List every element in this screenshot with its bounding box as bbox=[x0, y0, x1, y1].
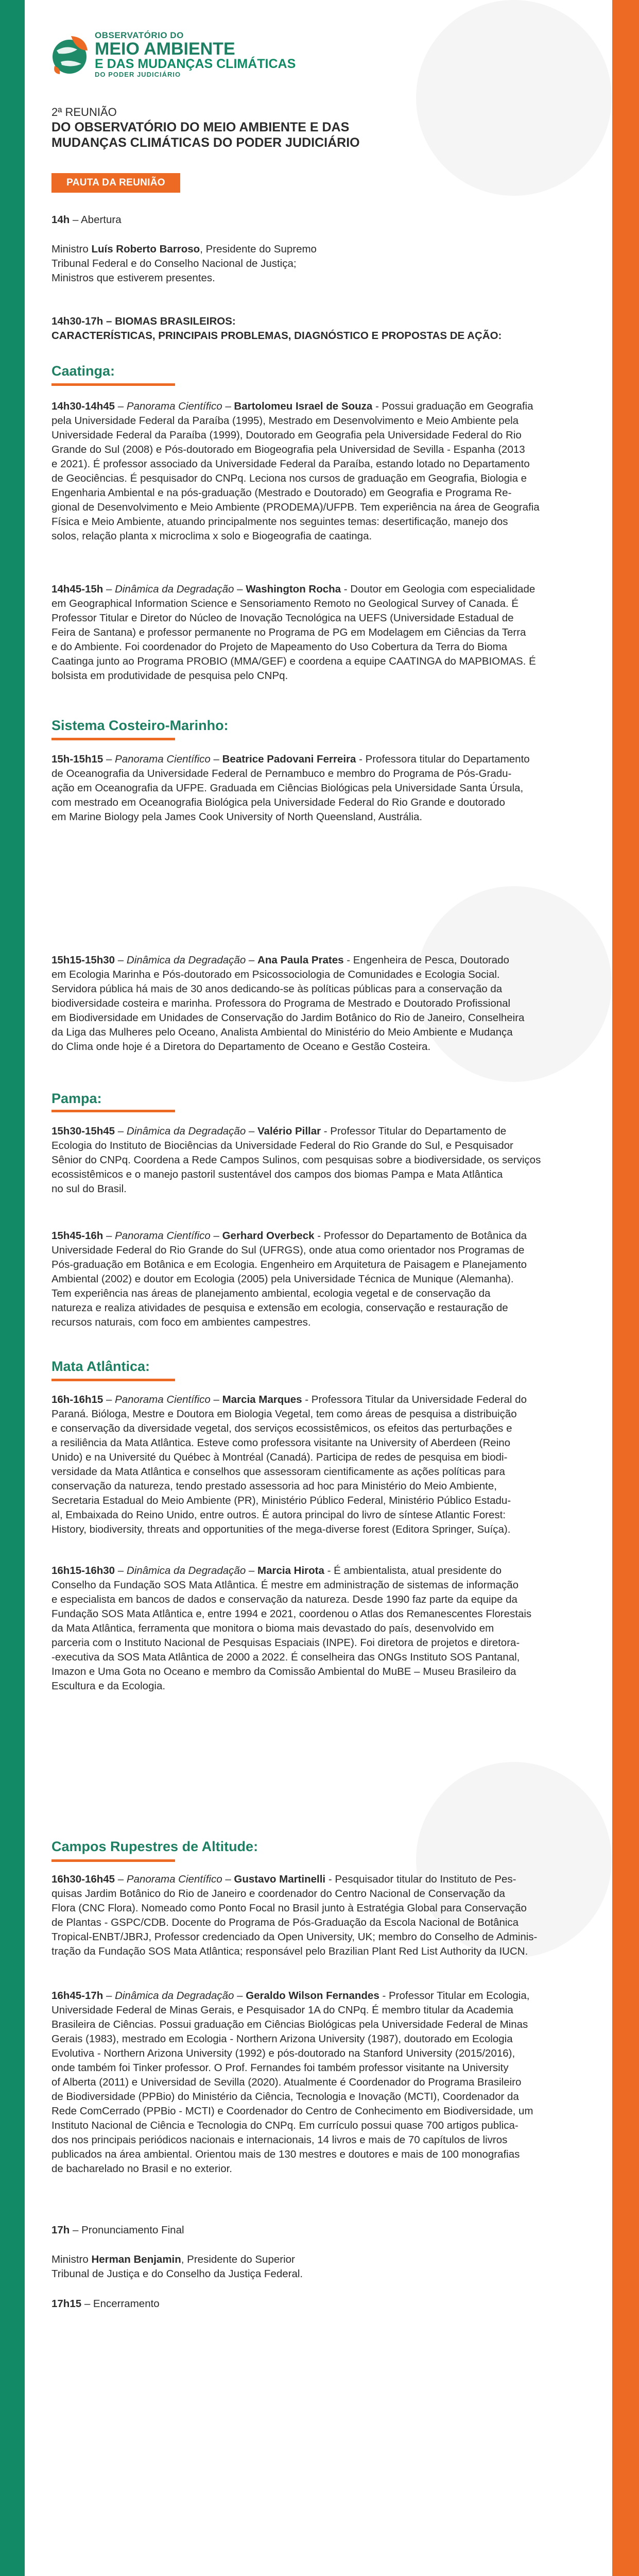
entry-text-line: Paraná. Bióloga, Mestre e Doutora em Biologia Vegetal, tem como áreas de pesquisa a distribuição bbox=[51, 1408, 517, 1420]
entry-text-line: Pós-graduação em Botânica e em Ecologia. Engenheiro em Arquitetura de Paisagem e Planejamento bbox=[51, 1259, 527, 1270]
entry-text-line: Conselho da Fundação SOS Mata Atlântica. É mestre em administração de sistemas de informação bbox=[51, 1579, 519, 1591]
entry-time: 14h30-14h45 bbox=[51, 400, 115, 412]
entry-type: Panorama Científico bbox=[126, 1873, 222, 1885]
text: , Presidente do Supremo bbox=[200, 243, 317, 255]
speaker-name: Marcia Marques bbox=[222, 1394, 302, 1405]
title-line: MUDANÇAS CLIMÁTICAS DO PODER JUDICIÁRIO bbox=[51, 135, 360, 150]
agenda-entry bbox=[51, 1393, 572, 1537]
section-underline bbox=[51, 1379, 175, 1381]
entry-text: - Engenheira de Pesca, Doutorado bbox=[343, 954, 509, 966]
entry-text-line: solos, relação planta x microclima x solo e Biogeografia de caatinga. bbox=[51, 530, 372, 542]
entry-text-line: Física e Meio Ambiente, atuando principalmente nos seguintes temas: desertificação, manejo dos bbox=[51, 516, 508, 528]
entry-text-line: recursos naturais, com foco em ambientes campestres. bbox=[51, 1316, 311, 1328]
entry-separator: – bbox=[115, 1873, 127, 1885]
entry-text-line: de bacharelado no Brasil e no exterior. bbox=[51, 2163, 233, 2175]
entry-separator: – bbox=[234, 583, 246, 595]
entry-text-line: natureza e realiza atividades de pesquisa e extensão em ecologia, conservação e restauração de bbox=[51, 1302, 508, 1314]
entry-separator: – bbox=[246, 954, 258, 966]
text-line: Ministros que estiverem presentes. bbox=[51, 272, 215, 284]
entry-separator: – bbox=[115, 1565, 127, 1577]
entry-text-line: Imazon e Uma Gota no Oceano e membro da Comissão Ambiental do MuBE – Museu Brasileiro da bbox=[51, 1666, 516, 1677]
entry-text-line: Ambiental (2002) e doutor em Ecologia (2005) pela Universidade Técnica de Munique (Alemanha). bbox=[51, 1273, 514, 1285]
entry-time: 15h15-15h30 bbox=[51, 954, 115, 966]
entry-text-line: Gerais (1983), mestrado em Ecologia - Northern Arizona University (1987), doutorado em Ecologia bbox=[51, 2033, 513, 2045]
entry-time: 15h45-16h bbox=[51, 1230, 103, 1242]
title-line: DO OBSERVATÓRIO DO MEIO AMBIENTE E DAS bbox=[51, 120, 350, 134]
entry-separator: – bbox=[210, 1230, 222, 1242]
entry-text-line: dos nos principais periódicos nacionais e internacionais, 14 livros e mais de 70 capítulos de livros bbox=[51, 2134, 508, 2146]
entry-text-line: biodiversidade costeira e marinha. Professora do Programa de Mestrado e Doutorado Profissional bbox=[51, 997, 511, 1009]
entry-text-line: a resiliência da Mata Atlântica. Esteve como professora visitante na University of Aberdeen (Reino bbox=[51, 1437, 511, 1449]
entry-text-line: Universidade Federal do Rio Grande do Sul (UFRGS), onde atua como orientador nos Programas de bbox=[51, 1244, 525, 1256]
entry-text-line: Servidora pública há mais de 30 anos dedicando-se às políticas públicas para a conservação da bbox=[51, 983, 503, 995]
entry-type: Panorama Científico bbox=[115, 753, 211, 765]
opening-time bbox=[51, 213, 572, 227]
entry-text-line: Universidade Federal da Paraíba (1999), Doutorado em Geografia pela Universidade Federal do Rio bbox=[51, 429, 522, 441]
entry-text-line: tração da Fundação SOS Mata Atlântica; responsável pelo Brazilian Plant Red List Authority da IUCN. bbox=[51, 1945, 528, 1957]
speaker-name: Geraldo Wilson Fernandes bbox=[246, 1990, 379, 2002]
entry-text-line: Escultura e da Ecologia. bbox=[51, 1680, 166, 1692]
entry-type: Panorama Científico bbox=[126, 400, 222, 412]
entry-time: 16h30-16h45 bbox=[51, 1873, 115, 1885]
entry-separator: – bbox=[246, 1565, 258, 1577]
text: , Presidente do Superior bbox=[181, 2253, 295, 2265]
entry-text-line: quisas Jardim Botânico do Rio de Janeiro e coordenador do Centro Nacional de Conservação da bbox=[51, 1888, 505, 1900]
entry-text-line: Instituto Nacional de Ciência e Tecnologia do CNPq. Em currículo possui quase 700 artigos publica- bbox=[51, 2120, 519, 2131]
section-caatinga: Caatinga: bbox=[51, 363, 115, 379]
entry-text: - Possui graduação em Geografia bbox=[372, 400, 533, 412]
entry-type: Dinâmica da Degradação bbox=[115, 1990, 234, 2002]
entry-text-line: Flora (CNC Flora). Nomeado como Ponto Focal no Brasil junto à Estratégia Global para Conservação bbox=[51, 1902, 527, 1914]
text-line: CARACTERÍSTICAS, PRINCIPAIS PROBLEMAS, DIAGNÓSTICO E PROPOSTAS DE AÇÃO: bbox=[51, 330, 502, 342]
page-sheet bbox=[25, 0, 612, 2576]
biomes-heading bbox=[51, 314, 572, 343]
entry-text-line: versidade da Mata Atlântica e conselhos que assessoram cientificamente as ações políticas para bbox=[51, 1466, 505, 1478]
section-underline bbox=[51, 383, 175, 386]
section-underline bbox=[51, 738, 175, 740]
entry-text-line: Brasileira de Ciências. Possui graduação em Ciências Biológicas pela Universidade Federal de Minas bbox=[51, 2019, 528, 2030]
entry-text-line: de Oceanografia da Universidade Federal de Pernambuco e membro do Programa de Pós-Gradu- bbox=[51, 768, 512, 779]
entry-time: 16h-16h15 bbox=[51, 1394, 103, 1405]
entry-text: - É ambientalista, atual presidente do bbox=[324, 1565, 502, 1577]
entry-text-line: publicados na área ambiental. Orientou mais de 130 mestres e doutores e mais de 100 monografias bbox=[51, 2148, 520, 2160]
text: Ministro bbox=[51, 2253, 92, 2265]
agenda-entry bbox=[51, 399, 572, 544]
logo-text-line: E DAS MUDANÇAS CLIMÁTICAS bbox=[95, 57, 296, 71]
entry-text: - Professor Titular em Ecologia, bbox=[379, 1990, 530, 2002]
entry-text-line: em Marine Biology pela James Cook University of North Queensland, Austrália. bbox=[51, 811, 423, 823]
entry-text-line: Tropical-ENBT/JBRJ, Professor credenciado da Open University, UK; membro do Conselho de Adminis- bbox=[51, 1931, 538, 1943]
entry-text-line: Grande do Sul (2008) e Pós-doutorado em Biogeografia pela Universidad de Sevilla - Espanha (2013 bbox=[51, 444, 525, 455]
entry-time: 15h30-15h45 bbox=[51, 1125, 115, 1137]
entry-text-line: e conservação da diversidade vegetal, dos serviços ecossistêmicos, os efeitos das perturbações e bbox=[51, 1422, 512, 1434]
agenda-entry bbox=[51, 1989, 572, 2176]
entry-text-line: conservação da natureza, tendo prestado assessoria ad hoc para Ministério do Meio Ambiente, bbox=[51, 1480, 497, 1492]
speaker-name: Valério Pillar bbox=[257, 1125, 321, 1137]
speaker-name: Herman Benjamin bbox=[91, 2253, 181, 2265]
entry-separator: – bbox=[234, 1990, 246, 2002]
entry-separator: – bbox=[115, 954, 127, 966]
entry-text-line: e especialista em bancos de dados e conservação da natureza. Desde 1990 faz parte da equipe da bbox=[51, 1594, 517, 1605]
entry-separator: – bbox=[115, 400, 127, 412]
entry-text-line: e do Ambiente. Foi coordenador do Projeto de Mapeamento do Uso Cobertura da Terra do Bioma bbox=[51, 641, 508, 653]
section-mata-atlantica: Mata Atlântica: bbox=[51, 1359, 150, 1374]
text: Ministro bbox=[51, 243, 92, 255]
entry-separator: – bbox=[103, 1990, 115, 2002]
agenda-entry bbox=[51, 582, 572, 683]
entry-text-line: no sul do Brasil. bbox=[51, 1183, 127, 1195]
entry-type: Dinâmica da Degradação bbox=[126, 1125, 246, 1137]
speaker-name: Gustavo Martinelli bbox=[234, 1873, 326, 1885]
agenda-entry bbox=[51, 1564, 572, 1693]
entry-text-line: em Biodiversidade em Unidades de Conservação do Jardim Botânico do Rio de Janeiro, Conselheira bbox=[51, 1012, 525, 1024]
speaker-name: Bartolomeu Israel de Souza bbox=[234, 400, 373, 412]
speaker-name: Ana Paula Prates bbox=[257, 954, 344, 966]
agenda-entry bbox=[51, 1124, 572, 1196]
right-orange-band bbox=[612, 0, 639, 2576]
entry-type: Dinâmica da Degradação bbox=[126, 1565, 246, 1577]
entry-text-line: em Ecologia Marinha e Pós-doutorado em Psicossociologia de Comunidades e Ecologia Social. bbox=[51, 969, 500, 980]
entry-text-line: do Clima onde hoje é a Diretora do Departamento de Oceano e Gestão Costeira. bbox=[51, 1041, 431, 1053]
left-green-band bbox=[0, 0, 25, 2576]
entry-separator: – bbox=[222, 1873, 234, 1885]
text-line: Tribunal de Justiça e do Conselho da Justiça Federal. bbox=[51, 2268, 303, 2280]
time: 17h15 bbox=[51, 2298, 82, 2310]
entry-text-line: de Geociências. É pesquisador do CNPq. Leciona nos cursos de graduação em Geografia, Biologia e bbox=[51, 472, 527, 484]
entry-text-line: ecossistêmicos e o manejo pastoril sustentável dos campos dos biomas Pampa e Mata Atlântica bbox=[51, 1168, 503, 1180]
entry-type: Dinâmica da Degradação bbox=[126, 954, 246, 966]
entry-text-line: Ecologia do Instituto de Biociências da Universidade Federal do Rio Grande do Sul, e Pesquisador bbox=[51, 1140, 513, 1151]
entry-text-line: e 2021). É professor associado da Universidade Federal da Paraíba, estando lotado no Departamento bbox=[51, 458, 530, 470]
section-campos-rupestres: Campos Rupestres de Altitude: bbox=[51, 1839, 258, 1854]
time: 17h bbox=[51, 2224, 70, 2236]
entry-text-line: bolsista em produtividade de pesquisa pelo CNPq. bbox=[51, 670, 288, 682]
section-underline bbox=[51, 1859, 175, 1862]
entry-text-line: em Geographical Information Science e Sensoriamento Remoto no Geological Survey of Canada. É bbox=[51, 598, 519, 609]
entry-text-line: of Alberta (2011) e Universidad de Sevilla (2020). Atualmente é Coordenador do Programa Brasileiro bbox=[51, 2076, 522, 2088]
entry-text-line: Professor Titular e Diretor do Núcleo de Inovação Tecnológica na UEFS (Universidade Estadual de bbox=[51, 612, 514, 624]
entry-separator: – bbox=[103, 583, 115, 595]
pronouncement-speaker bbox=[51, 2252, 572, 2281]
entry-type: Dinâmica da Degradação bbox=[115, 583, 234, 595]
entry-text-line: Tem experiência nas áreas de planejamento ambiental, ecologia vegetal e de conservação da bbox=[51, 1287, 491, 1299]
section-pampa: Pampa: bbox=[51, 1091, 102, 1106]
entry-text: - Professora Titular da Universidade Federal do bbox=[302, 1394, 527, 1405]
entry-text-line: da Mata Atlântica, ferramenta que monitora o bioma mais devastado do país, desenvolvido em bbox=[51, 1622, 494, 1634]
entry-separator: – bbox=[210, 753, 222, 765]
entry-text-line: pela Universidade Federal da Paraíba (1995), Mestrado em Desenvolvimento e Meio Ambiente pela bbox=[51, 415, 519, 427]
speaker-name: Gerhard Overbeck bbox=[222, 1230, 315, 1242]
entry-text-line: Caatinga junto ao Programa PROBIO (MMA/GEF) e coordena a equipe CAATINGA do MAPBIOMAS. É bbox=[51, 655, 536, 667]
globe-leaf-icon bbox=[51, 35, 90, 75]
entry-separator: – bbox=[115, 1125, 127, 1137]
label: – Encerramento bbox=[81, 2298, 160, 2310]
entry-text-line: Universidade Federal de Minas Gerais, e Pesquisador 1A do CNPq. É membro titular da Academia bbox=[51, 2004, 513, 2016]
entry-text-line: Fundação SOS Mata Atlântica e, entre 1994 e 2021, coordenou o Atlas dos Remanescentes Florestais bbox=[51, 1608, 532, 1620]
agenda-entry bbox=[51, 752, 572, 824]
agenda-entry bbox=[51, 1872, 572, 1959]
entry-separator: – bbox=[103, 1394, 115, 1405]
entry-separator: – bbox=[246, 1125, 258, 1137]
entry-text-line: History, biodiversity, threats and opportunities of the mega-diverse forest (Editora Springer, Suíça). bbox=[51, 1523, 511, 1535]
entry-type: Panorama Científico bbox=[115, 1230, 211, 1242]
speaker-name: Luís Roberto Barroso bbox=[91, 243, 200, 255]
entry-text-line: ação em Oceanografia da UFPE. Graduada em Ciências Biológicas pela Universidade Santa Úrsula, bbox=[51, 782, 524, 794]
entry-time: 16h45-17h bbox=[51, 1990, 103, 2002]
entry-separator: – bbox=[210, 1394, 222, 1405]
watermark-globe bbox=[416, 0, 612, 196]
entry-text-line: Feira de Santana) e professor permanente no Programa de PG em Modelagem em Ciências da Terra bbox=[51, 626, 526, 638]
entry-text: - Professora titular do Departamento bbox=[356, 753, 530, 765]
entry-text: - Doutor em Geologia com especialidade bbox=[341, 583, 536, 595]
entry-separator: – bbox=[103, 753, 115, 765]
speaker-name: Marcia Hirota bbox=[257, 1565, 324, 1577]
text-line: Tribunal Federal e do Conselho Nacional de Justiça; bbox=[51, 258, 297, 269]
entry-text-line: Engenharia Ambiental e na pós-graduação (Mestrado e Doutorado) em Geografia e Programa Re- bbox=[51, 487, 512, 499]
time: 14h bbox=[51, 214, 70, 226]
entry-text-line: Sênior do CNPq. Coordena a Rede Campos Sulinos, com pesquisas sobre a biodiversidade, os serviços bbox=[51, 1154, 541, 1166]
section-underline bbox=[51, 1110, 175, 1112]
observatorio-logo bbox=[51, 31, 296, 79]
agenda-entry bbox=[51, 953, 572, 1054]
entry-type: Panorama Científico bbox=[115, 1394, 211, 1405]
entry-text-line: parceria com o Instituto Nacional de Pesquisas Espaciais (INPE). Foi diretora de projetos e diretora- bbox=[51, 1637, 520, 1649]
entry-text-line: onde também foi Tinker professor. O Prof. Fernandes foi também professor visitante na University bbox=[51, 2062, 509, 2074]
logo-text-line: DO PODER JUDICIÁRIO bbox=[95, 71, 181, 78]
label: – Pronunciamento Final bbox=[70, 2224, 184, 2236]
entry-text-line: Unido) e na Université du Québec à Montréal (Canadá). Participa de redes de pesquisa em biodi- bbox=[51, 1451, 508, 1463]
entry-text: - Professor do Departamento de Botânica da bbox=[314, 1230, 527, 1242]
entry-text-line: Evolutiva - Northern Arizona University (1992) e pós-doutorado na Stanford University (2015/2016), bbox=[51, 2047, 515, 2059]
agenda-entry bbox=[51, 1229, 572, 1330]
entry-separator: – bbox=[222, 400, 234, 412]
entry-separator: – bbox=[103, 1230, 115, 1242]
opening-speakers bbox=[51, 242, 572, 285]
entry-text-line: gional de Desenvolvimento e Meio Ambiente (PRODEMA)/UFPB. Tem experiência na área de Geografia bbox=[51, 501, 540, 513]
speaker-name: Washington Rocha bbox=[246, 583, 341, 595]
closing bbox=[51, 2297, 572, 2311]
label: – Abertura bbox=[70, 214, 122, 226]
speaker-name: Beatrice Padovani Ferreira bbox=[222, 753, 356, 765]
logo-text-line: MEIO AMBIENTE bbox=[95, 39, 235, 59]
entry-time: 14h45-15h bbox=[51, 583, 103, 595]
entry-text-line: da Liga das Mulheres pelo Oceano, Analista Ambiental do Ministério do Meio Ambiente e Mudança bbox=[51, 1026, 513, 1038]
logo-text-line: OBSERVATÓRIO DO bbox=[95, 30, 184, 40]
meeting-number: 2ª REUNIÃO bbox=[51, 106, 117, 118]
entry-text: - Professor Titular do Departamento de bbox=[321, 1125, 507, 1137]
entry-text-line: al, Embaixada do Reino Unido, entre outros. É autora principal do livro de síntese Atlantic Forest: bbox=[51, 1509, 506, 1521]
entry-time: 15h-15h15 bbox=[51, 753, 103, 765]
entry-text-line: Rede ComCerrado (PPBio - MCTI) e Coordenador do Centro de Conhecimento em Biodiversidade, um bbox=[51, 2105, 533, 2117]
document-title bbox=[51, 120, 474, 150]
text-line: 14h30-17h – BIOMAS BRASILEIROS: bbox=[51, 315, 236, 327]
entry-text-line: Secretaria Estadual do Meio Ambiente (PR), Ministério Público Federal, Ministério Público Estadu- bbox=[51, 1495, 511, 1506]
entry-text-line: com mestrado em Oceanografia Biológica pela Universidade Federal do Rio Grande e doutorado bbox=[51, 796, 505, 808]
agenda-pill: PAUTA DA REUNIÃO bbox=[51, 173, 180, 193]
section-costeiro-marinho: Sistema Costeiro-Marinho: bbox=[51, 718, 229, 733]
entry-text-line: de Biodiversidade (PPBio) do Ministério da Ciência, Tecnologia e Inovação (MCTI), Coordenador da bbox=[51, 2091, 519, 2103]
entry-text: - Pesquisador titular do Instituto de Pes- bbox=[325, 1873, 516, 1885]
pronouncement bbox=[51, 2223, 572, 2238]
entry-text-line: de Plantas - GSPC/CDB. Docente do Programa de Pós-Graduação da Escola Nacional de Botânica bbox=[51, 1917, 519, 1928]
entry-time: 16h15-16h30 bbox=[51, 1565, 115, 1577]
entry-text-line: -executiva da SOS Mata Atlântica de 2000 a 2022. É conselheira das ONGs Instituto SOS Pantanal, bbox=[51, 1651, 520, 1663]
